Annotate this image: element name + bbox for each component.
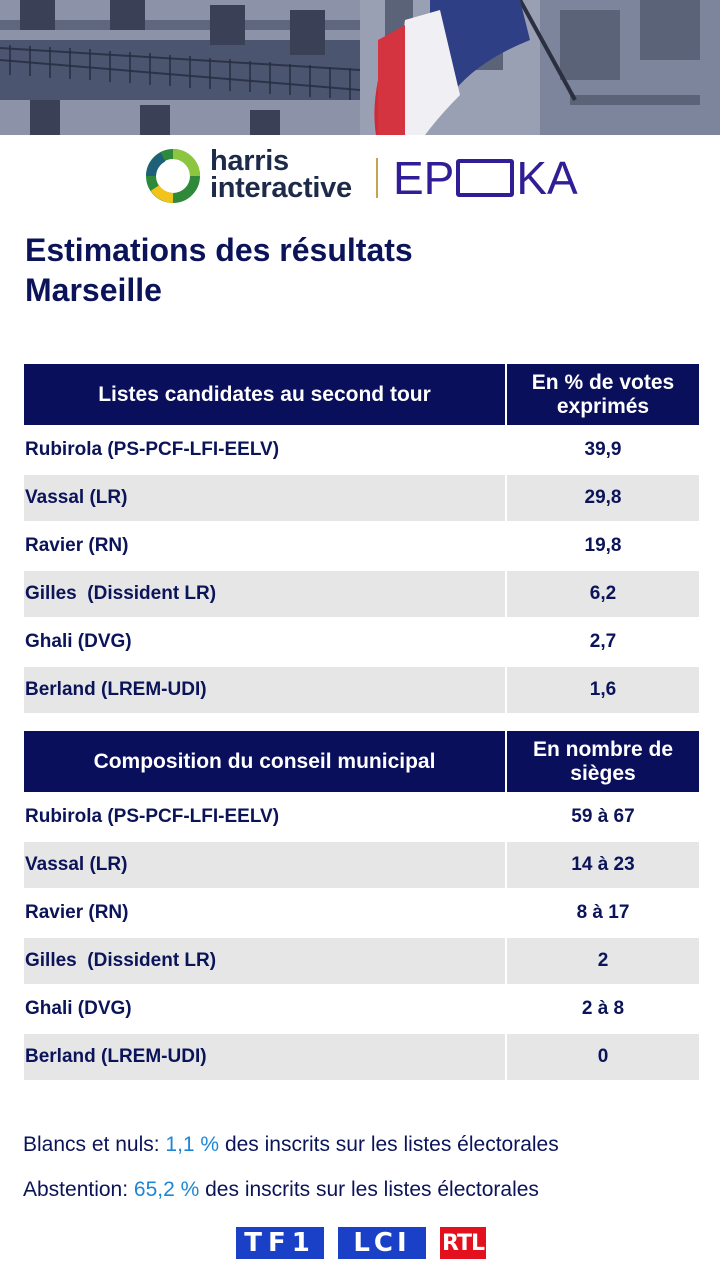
row-list-name: Gilles (Dissident LR) xyxy=(24,938,505,984)
media-partner-logos xyxy=(236,1227,486,1259)
row-value: 1,6 xyxy=(507,667,699,713)
row-list-name: Berland (LREM-UDI) xyxy=(24,667,505,713)
row-list-name: Berland (LREM-UDI) xyxy=(24,1034,505,1080)
row-list-name: Vassal (LR) xyxy=(24,842,505,888)
table-row xyxy=(24,890,699,936)
tf1-logo: TF1 xyxy=(236,1227,324,1259)
epoka-logo-box-icon xyxy=(456,159,514,197)
epoka-logo-right: KA xyxy=(516,152,578,204)
table-row xyxy=(24,1034,699,1080)
page-title-line1: Estimations des résultats xyxy=(25,232,413,268)
seats-header-composition: Composition du conseil municipal xyxy=(24,731,505,792)
lci-logo: LCI xyxy=(338,1227,426,1259)
banner-photo xyxy=(0,0,720,135)
table-row xyxy=(24,619,699,665)
blancs-suffix: des inscrits sur les listes électorales xyxy=(219,1133,559,1156)
votes-table-header xyxy=(24,364,699,425)
epoka-logo-left: EP xyxy=(393,152,455,204)
table-row xyxy=(24,986,699,1032)
table-row xyxy=(24,475,699,521)
harris-logo-line2: interactive xyxy=(210,172,352,204)
blancs-value: 1,1 % xyxy=(165,1133,220,1156)
abstention-note xyxy=(23,1178,539,1202)
table-row xyxy=(24,842,699,888)
row-value: 59 à 67 xyxy=(507,794,699,840)
table-row xyxy=(24,667,699,713)
harris-logo-line1: harris xyxy=(210,145,289,177)
row-list-name: Gilles (Dissident LR) xyxy=(24,571,505,617)
page-title xyxy=(25,230,705,310)
partner-logos xyxy=(0,140,720,220)
blancs-nuls-note xyxy=(23,1133,559,1157)
row-value: 2,7 xyxy=(507,619,699,665)
table-row xyxy=(24,427,699,473)
row-list-name: Rubirola (PS-PCF-LFI-EELV) xyxy=(24,427,505,473)
row-value: 14 à 23 xyxy=(507,842,699,888)
row-list-name: Vassal (LR) xyxy=(24,475,505,521)
row-list-name: Ghali (DVG) xyxy=(24,986,505,1032)
seats-table xyxy=(24,731,699,1080)
harris-interactive-logo-text xyxy=(210,145,352,204)
abstention-value: 65,2 % xyxy=(133,1178,200,1201)
votes-header-percent: En % de votes exprimés xyxy=(507,364,699,425)
row-list-name: Ravier (RN) xyxy=(24,523,505,569)
row-value: 2 xyxy=(507,938,699,984)
row-list-name: Rubirola (PS-PCF-LFI-EELV) xyxy=(24,794,505,840)
logo-divider xyxy=(376,158,378,198)
table-row xyxy=(24,794,699,840)
blancs-label: Blancs et nuls: xyxy=(23,1133,166,1156)
harris-interactive-logo-icon xyxy=(143,146,203,206)
row-value: 39,9 xyxy=(507,427,699,473)
row-value: 19,8 xyxy=(507,523,699,569)
table-row xyxy=(24,938,699,984)
table-row xyxy=(24,523,699,569)
seats-header-count: En nombre de sièges xyxy=(507,731,699,792)
row-value: 8 à 17 xyxy=(507,890,699,936)
row-value: 0 xyxy=(507,1034,699,1080)
table-row xyxy=(24,571,699,617)
row-value: 29,8 xyxy=(507,475,699,521)
row-value: 2 à 8 xyxy=(507,986,699,1032)
row-list-name: Ghali (DVG) xyxy=(24,619,505,665)
epoka-logo xyxy=(393,154,578,202)
page-title-line2: Marseille xyxy=(25,272,162,308)
seats-table-header xyxy=(24,731,699,792)
abstention-suffix: des inscrits sur les listes électorales xyxy=(199,1178,539,1201)
abstention-label: Abstention: xyxy=(23,1178,134,1201)
row-value: 6,2 xyxy=(507,571,699,617)
rtl-logo: RTL xyxy=(440,1227,486,1259)
row-list-name: Ravier (RN) xyxy=(24,890,505,936)
votes-table xyxy=(24,364,699,713)
votes-header-lists: Listes candidates au second tour xyxy=(24,364,505,425)
